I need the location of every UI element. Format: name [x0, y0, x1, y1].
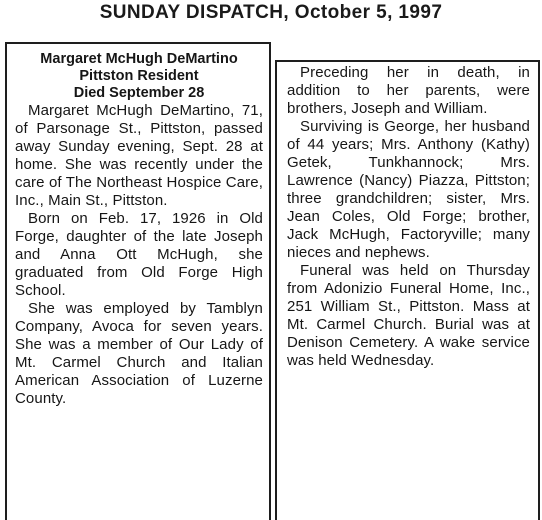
obituary-headline — [15, 51, 263, 102]
obituary-column-right — [275, 60, 540, 520]
paragraph-death-notice: Margaret McHugh DeMartino, 71, of Parsonage St., Pittston, passed away Sunday evening, Sept. 28 at home. She was recently under the care of The Northeast Hospice Care, Inc., Main St., Pittston. — [15, 102, 263, 209]
obituary-column-left — [5, 42, 271, 520]
newspaper-masthead: SUNDAY DISPATCH, October 5, 1997 — [99, 2, 443, 23]
paragraph-birth: Born on Feb. 17, 1926 in Old Forge, daughter of the late Joseph and Anna Ott McHugh, she graduated from Old Forge High School. — [15, 210, 263, 299]
paragraph-employment: She was employed by Tamblyn Company, Avoca for seven years. She was a member of Our Lady of Mt. Carmel Church and Italian American Association of Luzerne County. — [15, 300, 263, 407]
headline-date: Died September 28 — [73, 85, 205, 101]
headline-residence: Pittston Resident — [79, 68, 199, 84]
paragraph-funeral: Funeral was held on Thursday from Adonizio Funeral Home, Inc., 251 William St., Pittston. Mass at Mt. Carmel Church. Burial was at Denison Cemetery. A wake service was held Wednesday. — [287, 262, 530, 369]
paragraph-preceded-in-death: Preceding her in death, in addition to her parents, were brothers, Joseph and William. — [287, 64, 530, 117]
paragraph-survivors: Surviving is George, her husband of 44 years; Mrs. Anthony (Kathy) Getek, Tunkhannock; Mrs. Lawrence (Nancy) Piazza, Pittston; three grandchildren; sister, Mrs. Jean Coles, Old Forge; brother, Jack McHugh, Factoryville; many nieces and nephews. — [287, 118, 530, 261]
headline-name: Margaret McHugh DeMartino — [40, 51, 238, 67]
